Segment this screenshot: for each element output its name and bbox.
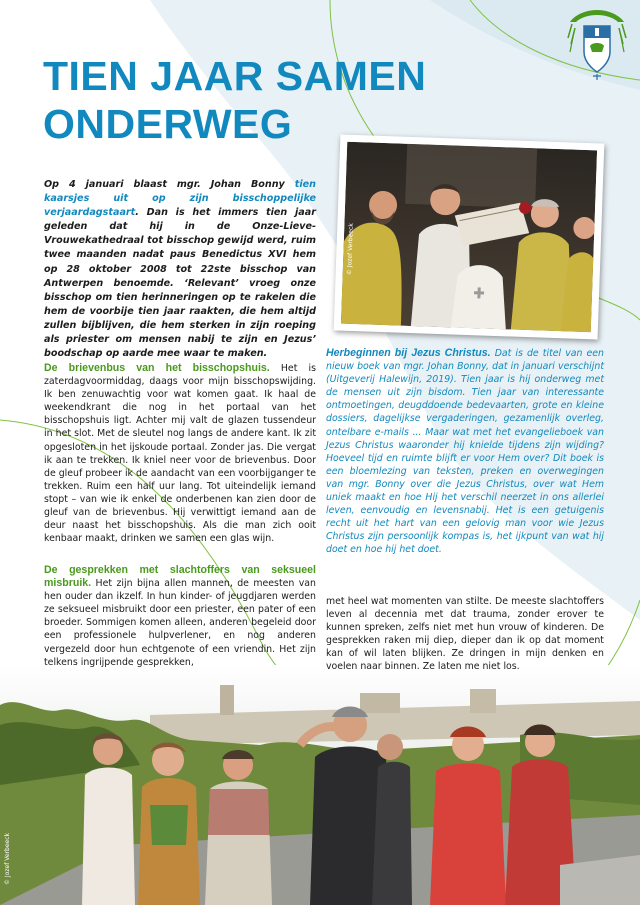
section-brievenbus-body: Het is zaterdagvoormiddag, daags voor mijn bisschopswijding. Ik ben zenuwachtig voor wat komen gaat. Ik haal de weekendkrant die nog in het portaal van het bisschopshuis ligt. Achter mij valt de glazen tussendeur in het slot. Met de sleutel nog langs de andere kant. Ik zit opgesloten in het ijskoude portaal. Zonder jas. Die vergat ik aan te trekken. Ik kniel neer voor de brievenbus. Door de gleuf probeer ik de aandacht van een voorbijganger te trekken. Ruim een half uur lang. Tot uiteindelijk iemand stopt – van wie ik enkel de onderbenen kan zien door de gleuf van de brievenbus. Hij verwittigt iemand aan de deur naast het bisschopshuis. Als die man zich ooit kenbaar maakt, drinken we samen een glas wijn. bbox=[44, 363, 316, 545]
section-gesprekken bbox=[44, 564, 316, 669]
title-line-1: TIEN JAAR SAMEN bbox=[43, 53, 427, 99]
intro-paragraph bbox=[44, 178, 316, 361]
intro-text-2: . Dan is het immers tien jaar geleden dat hij in de Onze-Lieve-Vrouwekathedraal tot bisschop gewijd werd, ruim twee maanden nadat paus Benedictus XVI hem op 28 oktober 2008 tot 22ste bisschop van Antwerpen benoemde. ‘Relevant’ vroeg onze bisschop om tien herinneringen op te rakelen die hem de voorbije tien jaar raakten, die hem altijd zullen bijblijven, die hem sterken in zijn roeping als priester om mensen nabij te zijn en Jezus’ boodschap op aarde mee waar te maken. bbox=[44, 207, 316, 360]
intro-highlight: tien kaarsjes uit op zijn bisschoppelijke verjaardagstaart bbox=[44, 179, 316, 219]
section-gesprekken-body: Het zijn bijna allen mannen, de meesten van hen ouder dan ikzelf. In hun kinder- of jeugdjaren werden ze seksueel misbruikt door een priester, een pater of een broeder. Sommigen komen alleen, anderen begeleid door een professionele hulpverlener, en nog anderen vergezeld door hun echtgenote of een vriendin. Het zijn telkens ingrijpende gesprekken, bbox=[44, 578, 316, 668]
intro-text-1: Op 4 januari blaast mgr. Johan Bonny bbox=[44, 179, 295, 190]
section-herbeginnen bbox=[326, 347, 604, 557]
crest-icon bbox=[566, 8, 628, 80]
section-brievenbus bbox=[44, 362, 316, 545]
section-gesprekken-lead: De gesprekken met slachtoffers van seksueel misbruik. bbox=[44, 564, 316, 590]
page-title bbox=[43, 52, 426, 148]
ordination-photo bbox=[334, 134, 605, 339]
ordination-photo-image bbox=[341, 142, 597, 333]
section-gesprekken-continued: met heel wat momenten van stilte. De meeste slachtoffers leven al decennia met dat trauma, zonder erover te kunnen spreken, zelfs niet met hun vrouw of kinderen. De gesprekken raken mij diep, dieper dan ik op dat moment kan of wil laten blijken. Ze dringen in mijn denken en voelen naar binnen. Ze laten me niet los. bbox=[326, 596, 604, 673]
photo-credit-bottom: © Jozef Verbeeck bbox=[4, 833, 11, 885]
title-line-2: ONDERWEG bbox=[43, 101, 293, 147]
pilgrims-photo bbox=[0, 665, 640, 905]
photo-credit-top: © Jozef Verbeeck bbox=[346, 223, 355, 276]
section-brievenbus-lead: De brievenbus van het bisschopshuis. bbox=[44, 362, 270, 374]
section-herbeginnen-body: Dat is de titel van een nieuw boek van mgr. Johan Bonny, dat in januari verschijnt (Uitgeverij Halewijn, 2019). Tien jaar is hij onderweg met de mensen uit zijn bisdom. Tien jaar van interessante ontmoetingen, deugddoende bedevaarten, grote en kleine dossiers, dagelijkse vergaderingen, gezamenlijk overleg, ontelbare e-mails ... Maar wat met het evangelieboek van Jezus Christus waaronder hij knielde tijdens zijn wijding? Hoeveel tijd en ruimte blijft er voor Hem over? Dit boek is een bloemlezing van teksten, preken en overwegingen van mgr. Bonny over die Jezus Christus, over wat Hem uniek maakt en hoe Hij het verschil neerzet in ons allerlei leven, eenvoudig en levensnabij. Het is een getuigenis recht uit het hart van een gelovig man voor wie Jezus Christus zijn persoonlijk kompas is, het ijkpunt van wat hij doet en hoe hij het doet. bbox=[326, 348, 604, 556]
section-herbeginnen-lead: Herbeginnen bij Jezus Christus. bbox=[326, 347, 491, 359]
